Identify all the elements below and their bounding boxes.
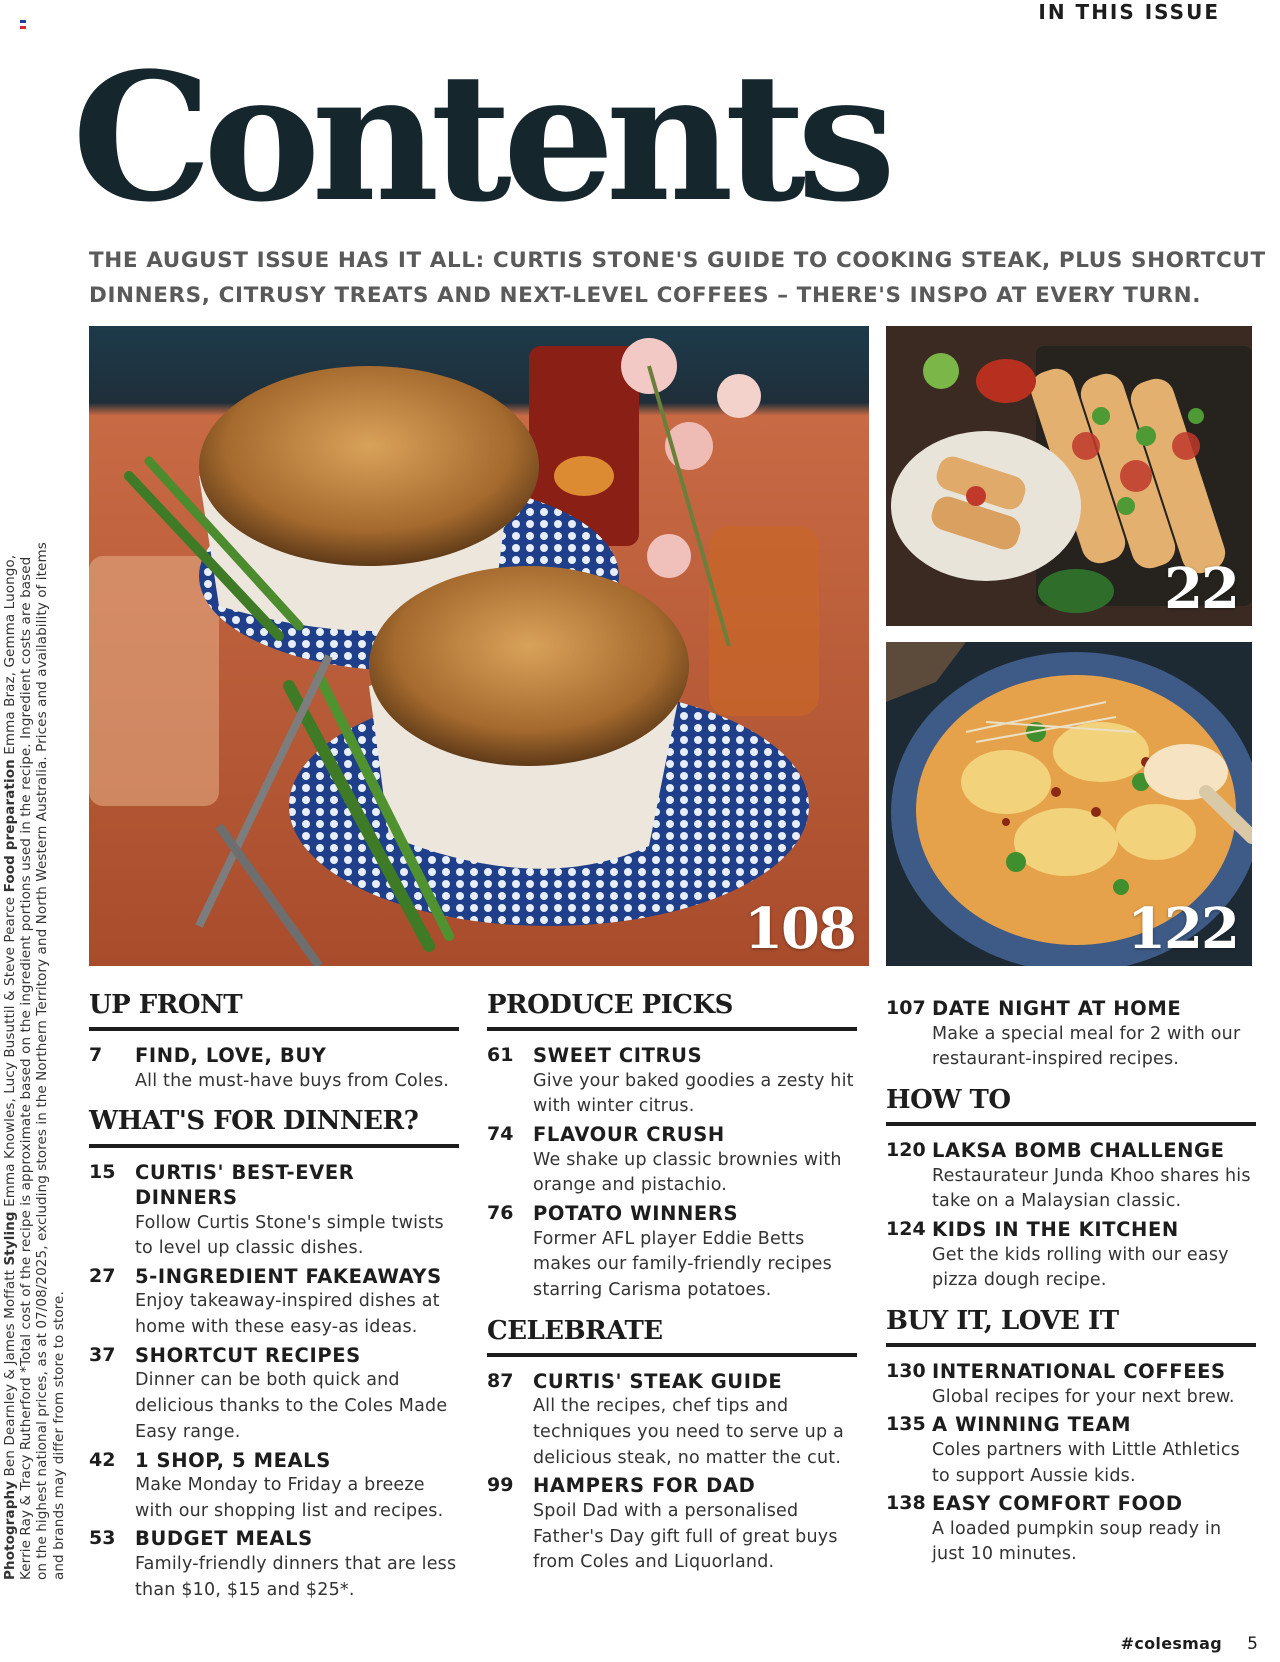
- section-heading-up-front: UP FRONT: [89, 990, 459, 1031]
- credit-food: Emma Braz, Gemma Luongo, Kerrie Ray & Tracy Rutherford: [2, 554, 35, 1580]
- toc-entry[interactable]: [886, 1359, 1256, 1410]
- toc-entry[interactable]: [487, 1043, 857, 1120]
- toc-entry[interactable]: [886, 1138, 1256, 1215]
- entry-page: 124: [886, 1218, 926, 1240]
- entry-desc: Restaurateur Junda Khoo shares his take on a Malaysian classic.: [932, 1165, 1251, 1212]
- entry-desc: Get the kids rolling with our easy pizza dough recipe.: [932, 1244, 1229, 1291]
- entry-title: SWEET CITRUS: [533, 1044, 703, 1068]
- entry-page: 37: [89, 1343, 116, 1366]
- toc-entry[interactable]: [89, 1043, 459, 1094]
- entry-desc: We shake up classic brownies with orange and pistachio.: [533, 1149, 842, 1196]
- entry-page: 15: [89, 1160, 116, 1183]
- entry-page: 61: [487, 1044, 514, 1067]
- toc-entry[interactable]: [487, 1369, 857, 1472]
- toc-entry[interactable]: [886, 1491, 1256, 1568]
- entry-desc: Enjoy takeaway-inspired dishes at home with these easy-as ideas.: [135, 1291, 440, 1338]
- toc-column-2: [487, 990, 857, 1578]
- entry-page: 120: [886, 1139, 926, 1162]
- entry-desc: All the recipes, chef tips and techniques you need to serve up a delicious steak, no matter the cut.: [533, 1396, 844, 1468]
- flag-icon: [20, 20, 26, 29]
- credit-food-label: Food preparation: [2, 759, 18, 893]
- page-title: Contents: [72, 34, 888, 241]
- entry-page: 7: [89, 1044, 103, 1067]
- entry-title: CURTIS' STEAK GUIDE: [533, 1369, 783, 1393]
- entry-page: 138: [886, 1492, 926, 1515]
- entry-title: CURTIS' BEST-EVER DINNERS: [135, 1160, 355, 1210]
- footer-page-number: 5: [1247, 1634, 1258, 1654]
- photo-pot-pies[interactable]: [89, 326, 869, 966]
- toc-entry[interactable]: [487, 1122, 857, 1199]
- toc-entry[interactable]: [89, 1160, 459, 1262]
- entry-title: DATE NIGHT AT HOME: [932, 997, 1182, 1020]
- photo-credits: [2, 540, 74, 1580]
- entry-page: 130: [886, 1360, 926, 1383]
- entry-title: BUDGET MEALS: [135, 1527, 313, 1551]
- entry-title: EASY COMFORT FOOD: [932, 1492, 1183, 1516]
- entry-title: KIDS IN THE KITCHEN: [932, 1218, 1179, 1241]
- entry-page: 76: [487, 1202, 514, 1224]
- toc-entry[interactable]: [89, 1343, 459, 1446]
- entry-desc: A loaded pumpkin soup ready in just 10 minutes.: [932, 1518, 1222, 1565]
- toc-entry[interactable]: [886, 1412, 1256, 1489]
- entry-page: 135: [886, 1413, 926, 1436]
- entry-page: 99: [487, 1474, 514, 1497]
- footer-hashtag: #colesmag: [1120, 1634, 1222, 1653]
- entry-title: SHORTCUT RECIPES: [135, 1343, 361, 1367]
- toc-column-3: [886, 996, 1256, 1570]
- entry-desc: Spoil Dad with a personalised Father's Day gift full of great buys from Coles and Liquorland.: [533, 1500, 838, 1573]
- entry-desc: Former AFL player Eddie Betts makes our family-friendly recipes starring Carisma potatoes.: [533, 1228, 832, 1300]
- entry-desc: Make a special meal for 2 with our restaurant-inspired recipes.: [932, 1023, 1241, 1070]
- entry-desc: Global recipes for your next brew.: [932, 1386, 1235, 1407]
- toc-entry[interactable]: [487, 1201, 857, 1304]
- entry-page: 53: [89, 1527, 116, 1550]
- toc-entry[interactable]: [487, 1473, 857, 1576]
- entry-page: 87: [487, 1369, 514, 1392]
- pot-pies-illustration: [89, 326, 869, 966]
- section-heading-whats-for-dinner: WHAT'S FOR DINNER?: [89, 1106, 459, 1147]
- intro-deck: THE AUGUST ISSUE HAS IT ALL: CURTIS STONE'S GUIDE TO COOKING STEAK, PLUS SHORTCUT DINNERS, CITRUSY TREATS AND NEXT-LEVEL COFFEES – THERE'S INSPO AT EVERY TURN.: [89, 248, 1266, 308]
- section-heading-buy-it-love-it: BUY IT, LOVE IT: [886, 1306, 1256, 1347]
- section-heading-produce-picks: PRODUCE PICKS: [487, 990, 857, 1031]
- entry-title: A WINNING TEAM: [932, 1413, 1132, 1437]
- section-tag: IN THIS ISSUE: [1038, 0, 1220, 24]
- entry-title: 1 SHOP, 5 MEALS: [135, 1448, 331, 1472]
- entry-page: 42: [89, 1448, 116, 1471]
- entry-page: 27: [89, 1264, 116, 1287]
- photo-page-number: 122: [1127, 896, 1238, 962]
- entry-title: HAMPERS FOR DAD: [533, 1474, 756, 1498]
- entry-desc: Coles partners with Little Athletics to support Aussie kids.: [932, 1439, 1240, 1486]
- entry-page: 107: [886, 997, 926, 1019]
- entry-page: 74: [487, 1123, 514, 1146]
- toc-entry[interactable]: [89, 1264, 459, 1341]
- toc-entry[interactable]: [89, 1448, 459, 1525]
- section-heading-how-to: HOW TO: [886, 1085, 1256, 1126]
- photo-page-number: 22: [1164, 556, 1238, 622]
- toc-entry[interactable]: [886, 996, 1256, 1073]
- entry-desc: Dinner can be both quick and delicious thanks to the Coles Made Easy range.: [135, 1370, 448, 1442]
- entry-desc: Family-friendly dinners that are less than $10, $15 and $25*.: [135, 1553, 457, 1600]
- toc-entry[interactable]: [89, 1526, 459, 1603]
- credit-photography: Ben Dearnley & James Moffatt: [2, 1269, 18, 1477]
- entry-desc: All the must-have buys from Coles.: [135, 1070, 450, 1091]
- photo-page-number: 108: [744, 896, 855, 962]
- toc-entry[interactable]: [886, 1217, 1256, 1294]
- entry-title: LAKSA BOMB CHALLENGE: [932, 1139, 1225, 1163]
- credit-photography-label: Photography: [2, 1480, 18, 1580]
- photo-enchiladas[interactable]: [886, 326, 1252, 626]
- entry-title: POTATO WINNERS: [533, 1202, 739, 1225]
- credit-styling-label: Styling: [2, 1211, 18, 1266]
- credit-disclaimer: *Total cost of the recipe is approximate based on the ingredient portions used in the recipe. Ingredient costs are based on the highest national prices, as at 07/08/2025, excluding stores in the Northern Territory and North Western Australia. Prices and availability of items and brands may differ from store to store.: [18, 542, 67, 1580]
- entry-title: FLAVOUR CRUSH: [533, 1123, 725, 1147]
- toc-column-1: [89, 990, 459, 1605]
- entry-title: 5-INGREDIENT FAKEAWAYS: [135, 1264, 442, 1288]
- credit-styling: Emma Knowles, Lucy Busuttil & Steve Pearce: [2, 896, 18, 1207]
- entry-title: FIND, LOVE, BUY: [135, 1044, 327, 1068]
- entry-desc: Make Monday to Friday a breeze with our shopping list and recipes.: [135, 1475, 444, 1521]
- photo-laksa-dumplings[interactable]: [886, 642, 1252, 966]
- entry-desc: Give your baked goodies a zesty hit with winter citrus.: [533, 1070, 854, 1117]
- section-heading-celebrate: CELEBRATE: [487, 1316, 857, 1357]
- entry-desc: Follow Curtis Stone's simple twists to level up classic dishes.: [135, 1212, 444, 1259]
- entry-title: INTERNATIONAL COFFEES: [932, 1360, 1226, 1384]
